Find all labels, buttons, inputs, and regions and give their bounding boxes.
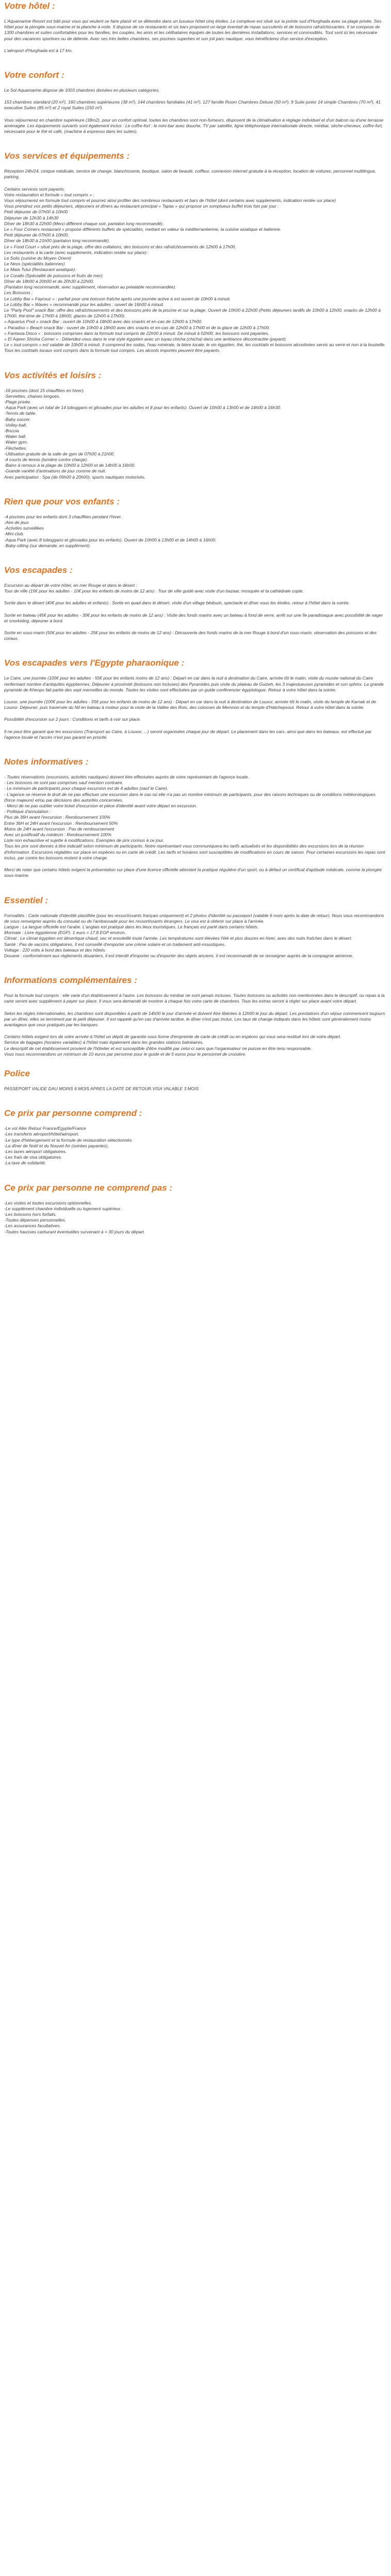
paragraph: Dîner de 18h00 à 20h00 et de 20h30 à 22h00. xyxy=(4,278,94,284)
paragraph: Langue : La langue officielle est l'arabe. L'anglais est pratiqué dans les lieux touristiques. Le français est parlé dans certains hôtels. xyxy=(4,924,259,929)
section-body xyxy=(4,168,387,353)
list-item: -Les frais de visa obligatoires. xyxy=(4,1155,62,1160)
paragraph: « El Aqeen Shisha Corner » : Détendez-vous dans le vrai style égyptien avec un tuyau chicha (chicha) dans une ambiance décontractée (payant). xyxy=(4,336,287,342)
paragraph: Le « tout compris » est valable de 10h00 à minuit. Il comprend les sodas, l'eau minérale, la bière locale, le vin égyptien, thé, les cocktails et boissons alcoolisées servis au verre et non à la bouteille. Tous les cocktails locaux sont compris dans la formule tout compris. Les alcools importés peuvent être payants. xyxy=(4,342,386,353)
paragraph: L'Aquamarine Resort est bâti pour vous qui veulent se faire plaisir et se détendre dans un luxueux hôtel cinq étoiles. Le complexe est situé sur la pointe sud d'Hurghada avec sa plage privée. Ses hôtel pour la plongée sous-marine et la planche à voile. Il dispose de six restaurants et six bars proposent un large éventail de repas succulents et de boissons rafraîchissantes. Il se compose de 1300 chambres et suites confortables pour les familles, les couples, les amis et les célibataires équipés de toutes les dernières installations, services et commodités. Tout sont ici les nécessaire pour des vacances sportives ou de détente. Avec ses très belles chambres, ses piscines superbes et son joli parc nautique, vous bénéficierez d'un service d'exception. xyxy=(4,19,382,41)
section-title: Votre hôtel : xyxy=(4,1,55,11)
paragraph: - Le minimum de participants pour chaque excursion est de 4 adultes (sauf le Caire). xyxy=(4,786,168,791)
section-body xyxy=(4,19,387,54)
paragraph: Vous séjournerez en formule tout compris et pourrez ainsi profiter des nombreux restaurants et bars de l'hôtel (dont certains avec supplements, indication restée sur place) xyxy=(4,198,336,204)
paragraph: - L'agence se réserve le droit de ne pas effectuer une excursion dans le cas où elle n'a pas un nombre minimum de participants, pour des raisons techniques ou de conditions météorologiques (force majeure) et/ou par décisions des autorités concernées. xyxy=(4,791,376,803)
section-services xyxy=(4,151,387,353)
section-activities xyxy=(4,370,387,480)
list-item: -Les assurances facultatives. xyxy=(4,1223,61,1229)
list-item: -Aqua Park (avec 8 toboggans et glissades pour les enfants). Ouvert de 10h00 à 13h00 et de 14h00 à 16h00. xyxy=(4,537,217,543)
paragraph: Pour la formule tout compris : elle varie d'un établissement à l'autre. Les boissons du minibar ne sont jamais incluses. Toutes boissons ou activités non mentionnées dans le descriptif, ou repas à la carte seront avec supplément à payer sur place. Il vous sera demandé de montrer à chaque fois votre carte de chambres. Tous les extras seront à régler sur place avant votre départ. xyxy=(4,993,385,1004)
paragraph: Le Neos (spécialités italiennes) xyxy=(4,261,65,267)
section-additional-info xyxy=(4,975,387,1057)
list-item: -Baby soccer. xyxy=(4,416,31,422)
list-item: -4 courts de tennis (lumière contre charge). xyxy=(4,456,88,462)
list-item: -Plage privée. xyxy=(4,399,31,404)
section-escapades xyxy=(4,565,387,641)
list-item: -Le type d'hébergement et la formule de restauration sélectionnés. xyxy=(4,1137,133,1143)
paragraph: Certains services sont payants. xyxy=(4,186,66,192)
section-title: Essentiel : xyxy=(4,895,48,905)
list-item: -Le vol Aller Retour France/Egypte/France xyxy=(4,1126,86,1131)
paragraph: « Fantasia Disco » : boissons comprises dans la formule tout compris de 22h00 à minuit. De minuit à 02h00, les boissons sont payantes. xyxy=(4,330,270,336)
paragraph: Merci de noter que certains hôtels exigent la présentation sur place d'une licence officielle attestant la pratique régulière d'un sport, ou à défaut un certificat d'aptitude médicale, comme la plongée sous-marine. xyxy=(4,867,382,878)
paragraph: Réception 24h/24, cinique médicale, service de change, blanchisserie, boutique, salon de beauté, coiffeur, connexion internet gratuite à la réception, location de voitures, personnel multilingue, parking. xyxy=(4,168,377,180)
list-item: -Tennis de table. xyxy=(4,411,37,416)
paragraph: Vous nous recommandons un minimum de 10 euros par personne pour le guide et de 5 euros pour le personnel de croisière. xyxy=(4,1051,247,1057)
paragraph: Sortie en bateau (45€ pour les adultes - 30€ pour les enfants de moins de 12 ans) : Visite des fonds marins avec un bateau à fond de verre, arrêt sur une île paradisiaque avec possibilité de nager et snorkeling, déjeuner à bord. xyxy=(4,612,383,623)
paragraph: Petit déjeuner de 07h00 à 10h00. xyxy=(4,232,69,238)
list-item: -Toutes dépenses personnelles. xyxy=(4,1217,67,1223)
paragraph: Vous séjournerez en chambre supérieure (38m2), pour un confort optimal, toutes les chambres sont non-fumeurs, disposent de la climatisation à réglage individuel et d'un balcon ou d'une terrasse aménagée. Les équipements suivants sont également inclus : Le coffre-fort : le mini-bar avec douche, TV par satellite, ligne téléphonique internationale directe, minibar, sèche-cheveux, coffre-fort, nécessaire pour le thé et café, (machine à expresso dans les suites). xyxy=(4,117,384,134)
section-body xyxy=(4,1200,387,1235)
list-item: -Les boissons hors forfaits. xyxy=(4,1211,57,1217)
paragraph: Le « Food Court » situé près de la plage, offre des collations, des boissons et des rafraîchissements de 12h00 à 17h00. xyxy=(4,244,236,249)
paragraph: Petit déjeuner de 07h00 à 10h00 xyxy=(4,209,68,215)
paragraph: Monnaie : Livre égyptienne (EGP). 1 euro = 17.8 EGP environ. xyxy=(4,930,126,936)
paragraph: Les restaurants à la carte (avec supplements, indication restée sur place) : xyxy=(4,249,149,255)
section-body xyxy=(4,774,387,878)
paragraph: Entre 36H et 24H avant l'excursion : Remboursement 50% xyxy=(4,820,118,826)
section-kids xyxy=(4,497,387,549)
paragraph: Il ne peut être garanti que les excursions (Transport au Caire, à Louxor, ...) seront organisées chaque jour de départ. Le placement dans les cars, ainsi que dans les bateaux, est effectué par l'agence locale et l'accès n'est pas garanti en priorité. xyxy=(4,728,372,740)
paragraph: « Aquarius Pool » snack Bar : ouvert de 10h00 à 18h00 avec des snacks et en-cas de 12h00 à 17h00. xyxy=(4,319,203,325)
section-body xyxy=(4,514,387,549)
list-item: -Grande variété d'animations de jour comme de nuit. xyxy=(4,468,106,474)
paragraph: Liste non exhaustive et sujette à modifications. Exemples de prix connus à ce jour. xyxy=(4,838,165,843)
section-body xyxy=(4,88,387,134)
paragraph: Tour de ville (15€ pour les adultes - 10€ pour les enfants de moins de 12 ans) : Tour de ville guidé avec visite d'un bazaar, mosquée et la cathédrale copte. xyxy=(4,588,304,594)
section-title: Vos escapades vers l'Egypte pharaonique : xyxy=(4,658,185,668)
section-body xyxy=(4,583,387,641)
list-item: -Mini club. xyxy=(4,531,24,537)
list-item: -Aqua Park (avec un total de 14 toboggans et glissades pour les adultes et 8 pour les enfants). Ouvert de 10h00 à 13h00 et de 14h00 à 16h30. xyxy=(4,405,282,411)
section-body xyxy=(4,1086,387,1092)
paragraph: Douane : conformément aux règlements douaniers, il est interdit d'importer ou d'exporter des objets anciens. Il est recommandé de se renseigner auprès de la compagnie aérienne. xyxy=(4,953,354,958)
paragraph: Formalités : Carte nationale d'identité plastifiée (pour les ressortissants français uniquement) et 2 photos d'identité ou passeport (valable 6 mois après la date de retour). Nous vous recommandons de vous renseigner auprès du consulat ou de l'ambassade pour les ressortissants étrangers. Le visa est à obtenir sur place à l'arrivée. xyxy=(4,912,384,924)
paragraph: Sortie en sous-marin (50€ pour les adultes - 25€ pour les enfants de moins de 12 ans) : Découverte des fonds marins de la mer Rouge à bord d'un sous-marin, observation des poissons et des coraux. xyxy=(4,630,377,641)
paragraph: - Toutes réservations (excursions, activités nautiques) doivent être effectuées auprès de votre représentant de l'agence locale. xyxy=(4,774,249,780)
list-item: -La dîner de Noël et du Nouvel An (soirées payantes). xyxy=(4,1143,109,1148)
list-item: -Activités surveillées xyxy=(4,526,44,531)
section-police xyxy=(4,1069,387,1092)
paragraph: Le Corallo (Spécialité de poissons et fruits de mer). xyxy=(4,273,104,278)
list-item: -Toutes hausses carburant éventuelles survenant à + 30 jours du départ. xyxy=(4,1229,145,1234)
paragraph: Le Lobby Bar « Waves » recommandé pour les adultes : ouvert de 16h00 à minuit. xyxy=(4,301,165,307)
section-body xyxy=(4,388,387,480)
section-notes xyxy=(4,757,387,878)
section-hotel xyxy=(4,1,387,54)
list-item: -Aire de jeux xyxy=(4,519,29,525)
paragraph: Service de bagages (horaires variables) à l'hôtel mais également dans les grandes stations balnéaires. xyxy=(4,1040,204,1045)
list-item: -Utilisation gratuite de la salle de gym de 07h00 à 21h00. xyxy=(4,451,115,456)
section-price-excludes xyxy=(4,1183,387,1235)
list-item: -Serviettes, chaises longues. xyxy=(4,393,60,399)
section-comfort xyxy=(4,70,387,134)
list-item: -La taxe de solidarité. xyxy=(4,1160,46,1166)
section-title: Ce prix par personne ne comprend pas : xyxy=(4,1182,172,1193)
paragraph: Vous prendrez vos petits déjeuners, déjeuners et dîners au restaurant principal « Tapas » qui propose un somptueux buffet trois fois par jour : xyxy=(4,204,279,209)
list-item: -Fléchettes. xyxy=(4,445,27,451)
list-item: -4 piscines pour les enfants dont 3 chauffées pendant l'hiver. xyxy=(4,514,122,519)
paragraph: Dîner de 18h30 à 21h00 (pantalon long recommandé). xyxy=(4,238,110,244)
paragraph: Le « Four Corners restaurant » propose différents buffets de spécialités, mettant en valeur la méditerranéenne, la cuisine asiatique et italienne. xyxy=(4,227,282,232)
list-item: -Water gym. xyxy=(4,439,28,445)
section-title: Rien que pour vos enfants : xyxy=(4,496,120,506)
section-title: Vos escapades : xyxy=(4,565,73,575)
section-body xyxy=(4,675,387,740)
paragraph: Sortie dans le désert (40€ pour les adultes et enfants) : Sortie en quad dans le désert, visite d'un village bédouin, spectacle et dîner sous les étoiles, retour à l'hôtel dans la soirée. xyxy=(4,600,350,606)
paragraph: - Merci de ne pas oublier votre ticket d'excursion et pièce d'identité avant votre départ en excursion. xyxy=(4,803,198,809)
paragraph: Avec un justificatif du médecin : Remboursement 100% xyxy=(4,832,112,838)
section-price-includes xyxy=(4,1108,387,1166)
list-item: -Water ball. xyxy=(4,434,27,439)
hotel-description-page xyxy=(0,0,391,1235)
paragraph: Louxor, une journée (100€ pour les adultes - 55€ pour les enfants de moins de 12 ans) : Départ en car dans la nuit à destination de Louxor, arrivée tôt le matin, visite du temple de Karnak et de Louxor. Déjeuner, puis traversée du Nil en bateau à moteur pour la visite de la Vallée des Rois, des colosses de Memnon et du temple d'Hatchepsout. Retour à votre hôtel dans la soirée. xyxy=(4,699,377,710)
section-title: Police xyxy=(4,1068,30,1078)
paragraph: Le Sol Aquamarine dispose de 1003 chambres divisées en plusieurs catégories. xyxy=(4,88,160,93)
paragraph: Dîner de 18h30 à 22h00 (Merci différent chaque soir, pantalon long recommandé). xyxy=(4,221,164,226)
paragraph: Santé : Pas de vaccins obligatoires. Il est conseillé d'emporter une crème solaire et un traitement anti-moustiques. xyxy=(4,941,226,947)
section-body xyxy=(4,993,387,1057)
paragraph: Tous les prix sont donnés à titre indicatif selon minimum de participants. Notre représentant vous communiquera les tarifs actualisés et les disponibilités des excursions lors de la réunion d'information. Excursions réglables sur place en espèces ou en carte de crédit. Les tarifs et horaires sont susceptibles de modifications en cours de saison. Pour certaines excursions les repas sont inclus, par contre les boissons restent à votre charge. xyxy=(4,843,385,860)
section-title: Vos activités et loisirs : xyxy=(4,370,102,380)
paragraph: Le Lobby Bar « Fayrouz » : parfait pour une boisson fraîche après une journée active à est ouvert de 10h00 à minuit. xyxy=(4,296,231,301)
paragraph: (Pantalon long recommandé, avec supplément, réservation au préalable recommandée). xyxy=(4,284,176,290)
list-item: -Le supplément chambre individuelle ou logement supérieur. xyxy=(4,1206,122,1211)
list-item: -16 piscines (dont 15 chauffées en hiver). xyxy=(4,387,85,393)
paragraph: Le "Party Pool" snack Bar: offre des rafraîchissements et des boissons près de la piscine et sur la plage. Ouvert de 10h00 à 22h00 (Petits déjeuners tardifs de 10h00 à 12h00, snacks de 12h00 à 17h00, thé-time de 17h00 à 18h00, glaces de 12h00 à 17h00). xyxy=(4,307,381,319)
section-egypt-escapades xyxy=(4,658,387,740)
list-item: -Les taxes aéroport obligatoires. xyxy=(4,1148,67,1154)
section-title: Votre confort : xyxy=(4,70,64,80)
list-item: -Les visites et toutes excursions optionnelles. xyxy=(4,1200,92,1206)
paragraph: Selon les règles internationales, les chambres sont disponibles à partir de 14h00 le jour d'arrivée et doivent être libérées à 12h00 le jour du départ. Les prestations d'un séjour commencent toujours par un dîner, elles se terminent par le petit déjeuner. Il est rappelé qu'en cas d'arrivée tardive, le dîner n'est pas inclus. Les taux de change indiqués dans les hôtels sont généralement moins avantageux que ceux pratiqués par les banques. xyxy=(4,1010,385,1027)
paragraph: Excursion au départ de votre hôtel, en mer Rouge et dans le désert : xyxy=(4,583,137,588)
section-title: Informations complémentaires : xyxy=(4,975,137,986)
paragraph: Le Solis (cuisine du Moyen Orient) xyxy=(4,256,71,261)
paragraph: - Politique d'annulation : xyxy=(4,809,51,815)
paragraph: Votre restauration et formule « tout compris » : xyxy=(4,192,94,197)
list-item: -Bains à remous à la plage de 10h00 à 12h00 et de 14h00 à 16h00. xyxy=(4,463,136,468)
paragraph: PASSEPORT VALIDE DAU MOINS 6 MOIS APRES LA DATE DE RETOUR.VISA VALABLE 3 MOIS xyxy=(4,1086,199,1091)
paragraph: - Les boissons ne sont pas comprises sauf mention contraire. xyxy=(4,780,124,786)
paragraph: Voltage : 220 volts à bord des bateaux et des hôtels. xyxy=(4,947,106,953)
list-item: Avec participation : Spa (de 09h00 à 20h00), sports nautiques motorisés. xyxy=(4,474,146,480)
section-title: Notes informatives : xyxy=(4,757,89,767)
section-title: Ce prix par personne comprend : xyxy=(4,1108,142,1118)
paragraph: Le Mata Tutui (Restaurant asiatique). xyxy=(4,267,76,273)
section-essentials xyxy=(4,895,387,959)
section-title: Vos services et équipements : xyxy=(4,151,130,161)
list-item: -Boccia. xyxy=(4,428,20,433)
list-item: -Baby-sitting (sur demande, en supplément). xyxy=(4,543,91,548)
paragraph: Les Boissons : xyxy=(4,290,33,296)
paragraph: Le Caire, une journée (100€ pour les adultes - 55€ pour les enfants moins de 12 ans) : Départ en car dans la nuit à destination du Caire, arrivée tôt le matin, visite du musée national du Caire renfermant nombre d'antiquités égyptiennes. Déjeuner à proximité (boissons non incluses) des Pyramides puis visite du plateau de Guizeh, les 3 majestueuses pyramides et son sphinx. La grande pyramide de Kheops fait partie des sept merveilles du monde. Toutes les visites sont effectuées par un guide conférencier égyptologue. Retour à votre hôtel dans la soirée. xyxy=(4,675,384,692)
paragraph: Climat : Le climat égyptien est désertique chaud, sec et ensoleillé toute l'année. Les températures sont élevées l'été et plus douces en hiver, avec des nuits fraîches dans le désert. xyxy=(4,936,352,941)
paragraph: « Paradiso » Beach snack Bar : ouvert de 10h00 à 18h00 avec des snacks et en-cas de 12h00 à 17h00 et de la glace de 12h00 à 17h00. xyxy=(4,325,270,330)
list-item: -Les transferts aéroport/hôtel/aéroport. xyxy=(4,1131,79,1137)
section-body xyxy=(4,913,387,959)
paragraph: Le descriptif de cet établissement provient de l'hôtelier et est susceptible d'être modifié par celui-ci sans que l'organisateur ne puisse en être tenu responsable. xyxy=(4,1045,312,1051)
section-body xyxy=(4,1126,387,1166)
paragraph: Possibilité d'excursion sur 2 jours : Conditions et tarifs à voir sur place. xyxy=(4,717,141,722)
paragraph: Plus de 36H avant l'excursion : Remboursement 100% xyxy=(4,815,110,820)
paragraph: Certains hôtels exigent lors de votre arrivée à l'hôtel un dépôt de garantie sous forme d'empreinte de carte de crédit ou en espèces qui vous sera restitué lors de votre départ. xyxy=(4,1034,341,1040)
paragraph: Déjeuner de 12h30 à 14h30 xyxy=(4,215,59,221)
paragraph: 153 chambres standard (20 m²), 160 chambres supérieures (38 m²), 144 chambres familiales (41 m²), 127 famille Room Chambres Deluxe (50 m²), 9 Suite junior 14 simple Chambres (70 m²), 41 executive Suites (85 m²) et 2 royal Suites (150 m²). xyxy=(4,99,381,111)
list-item: -Volley-ball. xyxy=(4,422,27,428)
paragraph: Moins de 24H avant l'excursion : Pas de remboursement xyxy=(4,826,115,832)
paragraph: L'aéroport d'Hurghada est à 17 km. xyxy=(4,47,73,53)
